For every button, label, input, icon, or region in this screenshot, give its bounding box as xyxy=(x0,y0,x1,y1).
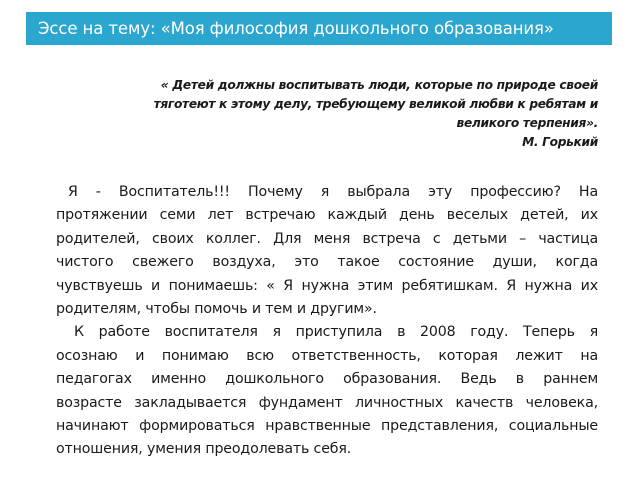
body-line: чистого свежего воздуха, это такое состояние души, когда xyxy=(56,254,598,271)
slide-title: Эссе на тему: «Моя философия дошкольного образования» xyxy=(38,19,554,38)
body-line: возрасте закладывается фундамент личностных качеств человека, xyxy=(56,394,598,411)
essay-body xyxy=(56,181,598,462)
body-line: осознаю и понимаю всю ответственность, которая лежит на xyxy=(56,347,598,364)
epigraph-author: М. Горький xyxy=(522,135,598,149)
body-line: К работе воспитателя я приступила в 2008 году. Теперь я xyxy=(74,324,598,341)
epigraph-line: « Детей должны воспитывать люди, которые по природе своей xyxy=(160,78,598,92)
body-line: родителей, своих коллег. Для меня встреча с детьми – частица xyxy=(56,230,598,247)
body-line: Я - Воспитатель!!! Почему я выбрала эту профессию? На xyxy=(68,184,598,200)
epigraph-line: великого терпения». xyxy=(456,116,598,130)
body-line: педагогах именно дошкольного образования. Ведь в раннем xyxy=(56,371,598,388)
body-line: начинают формироваться нравственные представления, социальные xyxy=(56,418,598,435)
title-bar xyxy=(26,12,612,45)
body-line: чувствуешь и понимаешь: « Я нужна этим ребятишкам. Я нужна их xyxy=(56,277,598,294)
body-line: протяжении семи лет встречаю каждый день веселых детей, их xyxy=(56,207,598,224)
epigraph-quote xyxy=(112,76,598,152)
body-line: родителям, чтобы помочь и тем и другим». xyxy=(56,301,377,318)
body-line: отношения, умения преодолевать себя. xyxy=(56,441,352,458)
epigraph-line: тяготеют к этому делу, требующему великой любви к ребятам и xyxy=(153,97,598,111)
